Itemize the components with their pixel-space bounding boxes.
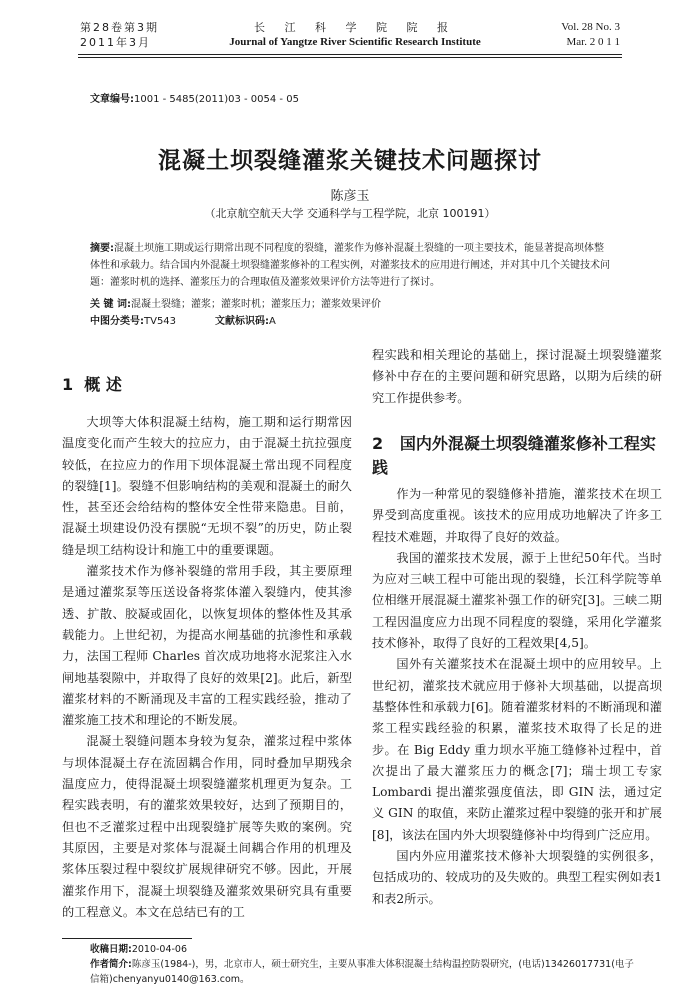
footnote <box>90 942 640 987</box>
keywords-line <box>90 295 381 310</box>
author-info-label: 作者简介: <box>90 959 132 970</box>
clc-line <box>90 312 176 327</box>
section-1-heading <box>62 372 122 395</box>
header-rule-thin <box>78 57 622 58</box>
left-column <box>62 412 352 923</box>
abstract-text: 混凝土坝施工期或运行期常出现不同程度的裂缝，灌浆作为修补混凝土裂缝的一项主要技术，能显著提高坝体整体性和承载力。结合国内外混凝土坝裂缝灌浆修补的工程实例，对灌浆技术的应用进行阐述，并对其中几个关键技术问题：灌浆时机的选择、灌浆压力的合理取值及灌浆效果评价方法等进行了探讨。 <box>90 243 610 288</box>
body-paragraph: 大坝等大体积混凝土结构，施工期和运行期常因温度变化而产生较大的拉应力，由于混凝土抗拉强度较低，在拉应力的作用下坝体混凝土常出现不同程度的裂缝[1]。裂缝不但影响结构的美观和混凝土的耐久性，甚至还会给结构的整体安全性带来隐患。目前，混凝土坝建设仍没有摆脱“无坝不裂”的历史，防止裂缝是坝工结构设计和施工中的重要课题。 <box>62 415 352 557</box>
section-2-number: 2 <box>372 434 384 453</box>
abstract-label: 摘要: <box>90 243 114 254</box>
date-en: Mar. 2 0 1 1 <box>566 36 620 48</box>
section-2-title: 国内外混凝土坝裂缝灌浆修补工程实践 <box>372 434 656 477</box>
volume-issue-cn: 第28卷第3期 <box>80 21 159 34</box>
article-number <box>90 90 299 105</box>
article-number-value: 1001 - 5485(2011)03 - 0054 - 05 <box>134 94 299 105</box>
article-number-label: 文章编号: <box>90 94 134 105</box>
abstract <box>90 240 610 291</box>
author-info-line <box>90 957 640 987</box>
author-affiliation: （北京航空航天大学 交通科学与工程学院，北京 100191） <box>204 207 496 220</box>
running-header-left <box>80 20 159 50</box>
paper-title: 混凝土坝裂缝灌浆关键技术问题探讨 <box>158 147 542 174</box>
section-1-number: 1 <box>62 375 74 394</box>
body-paragraph: 国外有关灌浆技术在混凝土坝中的应用较早。上世纪初，灌浆技术就应用于修补大坝基础，以提高坝基整体性和承载力[6]。随着灌浆材料的不断涌现和灌浆工程实践经验的积累，灌浆技术取得了长足的进步。在 Big Eddy 重力坝水平施工缝修补过程中，首次提出了最大灌浆压力的概念[7]；瑞士坝工专家 Lombardi 提出灌浆强度值法，即 GIN 法，通过定义 GIN 的取值，来防止灌浆过程中裂缝的张开和扩展[8]，该法在国内外大坝裂缝修补中均得到广泛应用。 <box>372 657 662 842</box>
received-date: 2010-04-06 <box>131 944 188 955</box>
author-info: 陈彦玉(1984-)，男，北京市人，硕士研究生，主要从事准大体积混凝土结构温控防裂研究，(电话)13426017731(电子信箱)chenyanyu0140@163.com。 <box>90 959 634 985</box>
keywords-label: 关 键 词: <box>90 299 131 310</box>
clc-label: 中图分类号: <box>90 316 144 327</box>
clc-value: TV543 <box>144 316 177 327</box>
section-2-heading <box>372 432 664 480</box>
doc-code-value: A <box>269 316 276 327</box>
received-label: 收稿日期: <box>90 944 132 955</box>
body-paragraph-continued: 程实践和相关理论的基础上，探讨混凝土坝裂缝灌浆修补中存在的主要问题和研究思路，以期为后续的研究工作提供参考。 <box>372 348 662 405</box>
received-date-line <box>90 942 640 957</box>
body-paragraph: 我国的灌浆技术发展，源于上世纪50年代。当时为应对三峡工程中可能出现的裂缝，长江科学院等单位相继开展混凝土灌浆补强工作的研究[3]。三峡二期工程因温度应力出现不同程度的裂缝，采用化学灌浆技术修补，取得了良好的工程效果[4,5]。 <box>372 550 662 651</box>
body-paragraph: 作为一种常见的裂缝修补措施，灌浆技术在坝工界受到高度重视。该技术的应用成功地解决了许多工程技术难题，并取得了良好的效益。 <box>372 487 662 544</box>
body-paragraph: 国内外应用灌浆技术修补大坝裂缝的实例很多，包括成功的、较成功的及失败的。典型工程实例如表1和表2所示。 <box>372 849 662 906</box>
section-1-title: 概 述 <box>84 375 122 394</box>
journal-name-en: Journal of Yangtze River Scientific Research Institute <box>229 36 481 48</box>
right-column-top <box>372 345 662 409</box>
doc-code-label: 文献标识码: <box>215 316 269 327</box>
date-cn: 2011年3月 <box>80 36 151 49</box>
body-paragraph: 灌浆技术作为修补裂缝的常用手段，其主要原理是通过灌浆泵等压送设备将浆体灌入裂缝内，使其渗透、扩散、胶凝或固化，以恢复坝体的整体性及其承载能力。上世纪初，为提高水闸基础的抗渗性和承载力，法国工程师 Charles 首次成功地将水泥浆注入水闸地基裂隙中，并取得了良好的效果[2]。此后，新型灌浆材料的不断涌现及丰富的工程实践经验，推动了灌浆施工技术和理论的不断发展。 <box>62 564 352 728</box>
volume-issue-en: Vol. 28 No. 3 <box>561 21 620 33</box>
right-column <box>372 484 662 910</box>
header-rule-thick <box>78 54 622 55</box>
doc-code-line <box>215 312 276 327</box>
running-header-right <box>561 20 620 50</box>
footnote-rule <box>62 938 192 939</box>
body-paragraph: 混凝土裂缝问题本身较为复杂，灌浆过程中浆体与坝体混凝土存在流固耦合作用，同时叠加早期残余温度应力，使得混凝土坝裂缝灌浆机理更为复杂。工程实践表明，有的灌浆效果较好，达到了预期目的，但也不乏灌浆过程中出现裂缝扩展等失败的案例。究其原因，主要是对浆体与混凝土间耦合作用的机理及浆体压裂过程中裂纹扩展规律研究不够。因此，开展灌浆作用下，混凝土坝裂缝及灌浆效果研究具有重要的工程意义。本文在总结已有的工 <box>62 734 352 919</box>
journal-name-cn: 长 江 科 学 院 院 报 <box>254 21 456 34</box>
keywords-text: 混凝土裂缝；灌浆；灌浆时机；灌浆压力；灌浆效果评价 <box>130 299 381 310</box>
author-name: 陈彦玉 <box>330 189 370 204</box>
running-header-center <box>200 20 510 50</box>
